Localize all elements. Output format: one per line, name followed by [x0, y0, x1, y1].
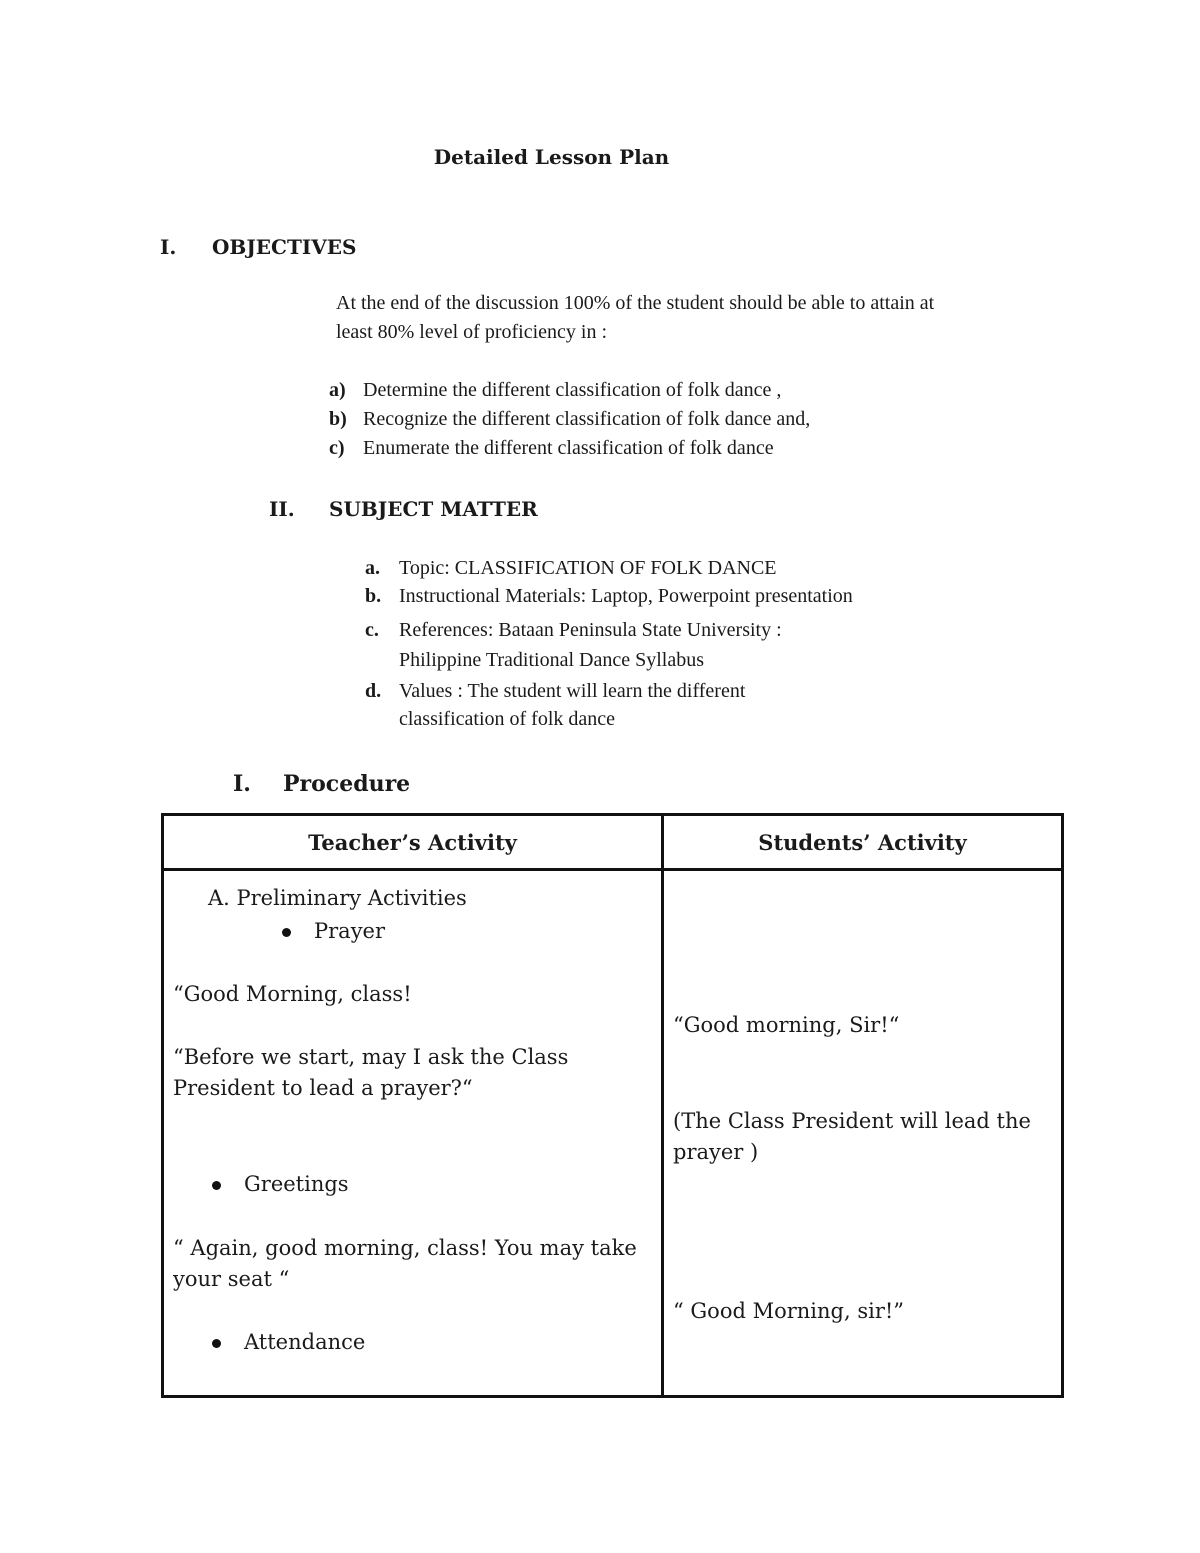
- objective-item: Enumerate the different classification of folk dance: [363, 437, 774, 459]
- prayer-label: Prayer: [314, 919, 386, 943]
- procedure-table: [161, 813, 1064, 1398]
- subject-item-line2: classification of folk dance: [399, 708, 616, 730]
- student-prayer-line2: prayer ): [673, 1140, 759, 1164]
- procedure-heading: Procedure: [283, 771, 411, 797]
- objectives-heading: OBJECTIVES: [212, 235, 357, 259]
- teacher-greeting-line: “Good Morning, class!: [173, 982, 412, 1006]
- greetings-label: Greetings: [244, 1172, 349, 1196]
- subject-item-line1: Instructional Materials: Laptop, Powerpoint presentation: [399, 585, 853, 607]
- teacher-seat-line2: your seat “: [173, 1267, 290, 1291]
- students-activity-cell: [663, 870, 1063, 1397]
- teacher-activity-header: Teacher’s Activity: [163, 815, 663, 870]
- bullet-icon: [212, 1339, 221, 1348]
- teacher-prayer-request-line2: President to lead a prayer?“: [173, 1076, 473, 1100]
- objective-item: Recognize the different classification of folk dance and,: [363, 408, 811, 430]
- students-activity-header: Students’ Activity: [663, 815, 1063, 870]
- subject-marker: d.: [365, 680, 382, 702]
- bullet-icon: [282, 928, 291, 937]
- subject-item-line2: Philippine Traditional Dance Syllabus: [399, 649, 704, 671]
- document-title: Detailed Lesson Plan: [433, 145, 670, 169]
- teacher-activity-cell: [163, 870, 663, 1397]
- objective-marker: c): [329, 437, 345, 459]
- subject-matter-numeral: II.: [269, 497, 295, 521]
- subject-marker: c.: [365, 619, 379, 641]
- preliminary-activities-label: A. Preliminary Activities: [208, 886, 467, 910]
- teacher-prayer-request-line1: “Before we start, may I ask the Class: [173, 1045, 569, 1069]
- subject-item-line1: Values : The student will learn the different: [399, 680, 746, 702]
- teacher-seat-line1: “ Again, good morning, class! You may take: [173, 1236, 637, 1260]
- table-header-row: [163, 815, 1063, 870]
- objectives-numeral: I.: [160, 235, 177, 259]
- subject-marker: a.: [365, 557, 380, 579]
- attendance-label: Attendance: [244, 1330, 366, 1354]
- table-row: [163, 870, 1063, 1397]
- objective-marker: a): [329, 379, 346, 401]
- student-prayer-line1: (The Class President will lead the: [673, 1109, 1031, 1133]
- procedure-numeral: I.: [233, 771, 251, 797]
- subject-item-line1: Topic: CLASSIFICATION OF FOLK DANCE: [399, 557, 777, 579]
- subject-marker: b.: [365, 585, 382, 607]
- student-greeting-response: “Good morning, Sir!“: [673, 1013, 900, 1037]
- objective-marker: b): [329, 408, 347, 430]
- subject-matter-heading: SUBJECT MATTER: [329, 497, 538, 521]
- student-second-greeting: “ Good Morning, sir!”: [673, 1299, 905, 1323]
- objectives-intro-line2: least 80% level of proficiency in :: [336, 321, 608, 343]
- subject-item-line1: References: Bataan Peninsula State University :: [399, 619, 782, 641]
- objectives-intro-line1: At the end of the discussion 100% of the student should be able to attain at: [336, 292, 935, 314]
- objective-item: Determine the different classification of folk dance ,: [363, 379, 782, 401]
- bullet-icon: [212, 1181, 221, 1190]
